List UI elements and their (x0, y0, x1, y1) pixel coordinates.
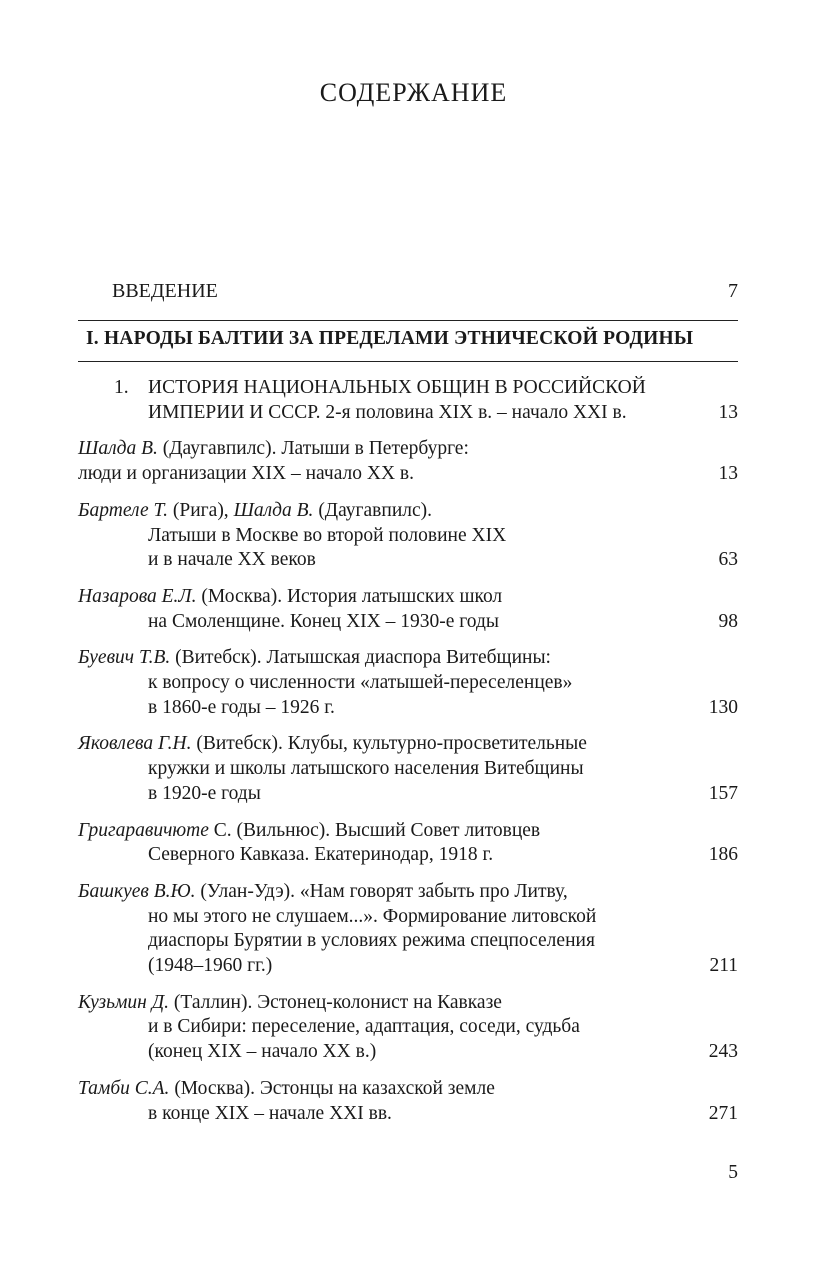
toc-entry (78, 991, 738, 1065)
entry-title-line: и в начале XX веков (148, 549, 316, 571)
toc-chapter (78, 376, 738, 425)
toc-page-number: 63 (718, 549, 738, 571)
author-name: Яковлева Г.Н. (78, 733, 192, 755)
chapter-title-line: ИМПЕРИИ И СССР. 2-я половина XIX в. – начало XXI в. (148, 401, 627, 423)
toc-entries (78, 376, 738, 1138)
toc-entry (78, 499, 738, 573)
author-name: Назарова Е.Л. (78, 585, 197, 607)
toc-entry (78, 1077, 738, 1126)
chapter-title-line: ИСТОРИЯ НАЦИОНАЛЬНЫХ ОБЩИН В РОССИЙСКОЙ (148, 377, 646, 398)
toc-entry-label: ВВЕДЕНИЕ (112, 280, 218, 302)
entry-author-line (78, 880, 738, 905)
entry-title-line: но мы этого не слушаем...». Формирование литовской (148, 905, 597, 927)
entry-author-line (78, 499, 738, 524)
entry-title-line: на Смоленщине. Конец XIX – 1930-е годы (148, 610, 500, 632)
toc-entry (78, 819, 738, 868)
entry-author-line (78, 585, 738, 610)
author-affiliation: (Витебск). Клубы, культурно-просветительные (191, 733, 587, 755)
toc-entry (78, 732, 738, 806)
author-name: Буевич Т.В. (78, 647, 171, 669)
entry-title-line: (1948–1960 гг.) (148, 955, 273, 977)
author-affiliation: (Витебск). Латышская диаспора Витебщины: (170, 647, 551, 669)
section-rule-top (78, 320, 738, 321)
entry-title-line: в 1920-е годы (148, 782, 261, 804)
entry-title-line: диаспоры Бурятии в условиях режима спецпоселения (148, 930, 595, 952)
chapter-number: 1. (114, 377, 129, 398)
page-footer-number: 5 (728, 1162, 738, 1183)
author-name: Григаравичюте (78, 819, 209, 841)
author-affiliation: (Москва). История латышских школ (196, 585, 503, 607)
entry-author-line (78, 646, 738, 671)
author-name: Кузьмин Д. (78, 991, 170, 1013)
page-title: СОДЕРЖАНИЕ (319, 78, 508, 107)
entry-title-line: в конце XIX – начале XXI вв. (148, 1102, 392, 1124)
author-name: Башкуев В.Ю. (78, 880, 196, 902)
toc-page-number: 130 (708, 696, 738, 718)
author-name: Бартеле Т. (78, 499, 169, 521)
toc-page-number: 243 (708, 1041, 738, 1063)
entry-author-line (78, 732, 738, 757)
entry-title-line: кружки и школы латышского населения Витебщины (148, 758, 584, 780)
author-affiliation: (Таллин). Эстонец-колонист на Кавказе (169, 991, 502, 1013)
toc-page-number: 13 (718, 463, 738, 485)
toc-entry (78, 646, 738, 720)
entry-title-line: Северного Кавказа. Екатеринодар, 1918 г. (148, 844, 494, 866)
entry-title-line: к вопросу о численности «латышей-переселенцев» (148, 672, 573, 694)
entry-title-line: и в Сибири: переселение, адаптация, соседи, судьба (148, 1016, 580, 1038)
section-heading: I. НАРОДЫ БАЛТИИ ЗА ПРЕДЕЛАМИ ЭТНИЧЕСКОЙ РОДИНЫ (86, 328, 694, 349)
toc-page-number: 98 (718, 610, 738, 632)
entry-author-line (78, 819, 738, 844)
entry-author-line (78, 991, 738, 1016)
author-name: Тамби С.А. (78, 1077, 170, 1099)
toc-entry (78, 585, 738, 634)
entry-title-line: (конец XIX – начало XX в.) (148, 1041, 377, 1063)
author-affiliation: (Рига), (168, 499, 234, 521)
toc-page-number: 13 (718, 401, 738, 423)
author-affiliation: (Москва). Эстонцы на казахской земле (169, 1077, 495, 1099)
toc-page-number: 271 (708, 1102, 738, 1124)
toc-page-number: 7 (728, 280, 738, 302)
toc-page-number: 211 (709, 955, 738, 977)
entry-title-line: в 1860-е годы – 1926 г. (148, 696, 335, 718)
author-affiliation: (Улан-Удэ). «Нам говорят забыть про Литву, (195, 880, 568, 902)
author-affiliation: С. (Вильнюс). Высший Совет литовцев (208, 819, 541, 841)
entry-author-line (78, 437, 738, 462)
toc-page-number: 186 (708, 844, 738, 866)
section-rule-bottom (78, 361, 738, 362)
author-affiliation: (Даугавпилс). Латыши в Петербурге: (157, 438, 469, 460)
toc-entry (78, 880, 738, 979)
toc-entry-introduction (112, 280, 738, 303)
toc-entry (78, 437, 738, 486)
entry-title-line: Латыши в Москве во второй половине XIX (148, 524, 507, 546)
entry-title-line: люди и организации XIX – начало XX в. (78, 463, 414, 485)
author-name: Шалда В. (78, 438, 158, 460)
entry-author-line (78, 1077, 738, 1102)
toc-page-number: 157 (708, 782, 738, 804)
author-name: Шалда В. (233, 499, 314, 521)
author-affiliation: (Даугавпилс). (313, 499, 433, 521)
